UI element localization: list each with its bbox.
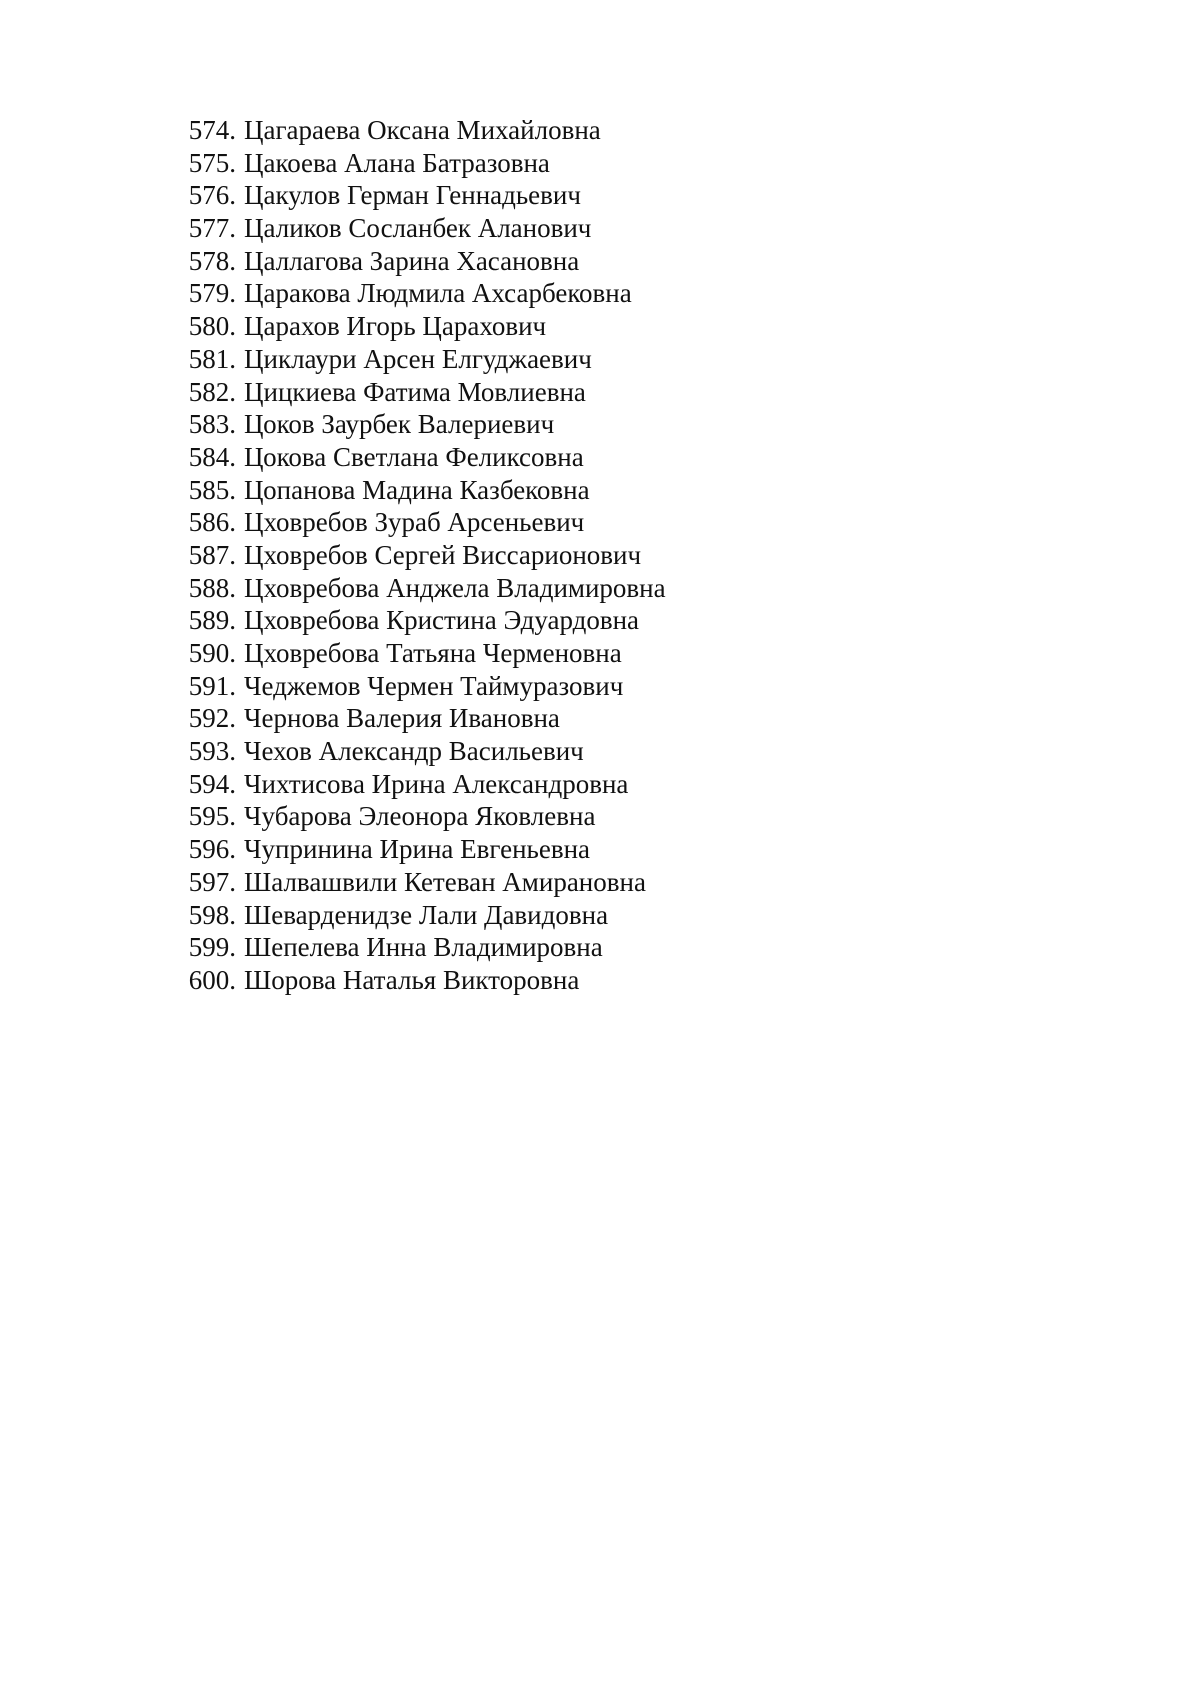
item-name: Цицкиева Фатима Мовлиевна	[244, 376, 586, 407]
list-item	[180, 768, 666, 801]
item-number: 575.	[188, 147, 236, 178]
item-number: 585.	[188, 474, 236, 505]
item-number: 600.	[188, 964, 236, 995]
list-item	[180, 147, 666, 180]
item-name: Цаликов Сосланбек Аланович	[244, 213, 592, 244]
item-number: 596.	[188, 834, 236, 865]
item-name: Цакоева Алана Батразовна	[244, 147, 550, 178]
list-item	[180, 343, 666, 376]
list-item	[180, 735, 666, 768]
list-item	[180, 539, 666, 572]
list-item	[180, 441, 666, 474]
item-name: Шепелева Инна Владимировна	[244, 932, 603, 963]
list-item	[180, 866, 666, 899]
item-name: Царахов Игорь Царахович	[244, 311, 547, 342]
item-number: 595.	[188, 801, 236, 832]
list-item	[180, 245, 666, 278]
list-item	[180, 931, 666, 964]
item-name: Чехов Александр Васильевич	[244, 736, 584, 767]
item-name: Цакулов Герман Геннадьевич	[244, 180, 581, 211]
item-number: 587.	[188, 539, 236, 570]
item-name: Цховребова Анджела Владимировна	[244, 572, 666, 603]
list-item	[180, 376, 666, 409]
item-number: 586.	[188, 507, 236, 538]
item-number: 578.	[188, 245, 236, 276]
item-name: Цховребова Кристина Эдуардовна	[244, 605, 640, 636]
item-number: 589.	[188, 605, 236, 636]
item-name: Цховребов Зураб Арсеньевич	[244, 507, 585, 538]
item-number: 588.	[188, 572, 236, 603]
list-item	[180, 506, 666, 539]
item-number: 597.	[188, 866, 236, 897]
item-name: Шеварденидзе Лали Давидовна	[244, 899, 609, 930]
item-name: Царакова Людмила Ахсарбековна	[244, 278, 632, 309]
item-number: 583.	[188, 409, 236, 440]
item-name: Цопанова Мадина Казбековна	[244, 474, 590, 505]
list-item	[180, 637, 666, 670]
item-number: 599.	[188, 932, 236, 963]
item-name: Цховребова Татьяна Черменовна	[244, 638, 622, 668]
item-number: 581.	[188, 343, 236, 374]
item-name: Цаллагова Зарина Хасановна	[244, 245, 580, 276]
list-item	[180, 800, 666, 833]
list-item	[180, 179, 666, 212]
item-number: 576.	[188, 180, 236, 211]
item-name: Циклаури Арсен Елгуджаевич	[244, 343, 592, 374]
list-item	[180, 572, 666, 605]
item-number: 580.	[188, 311, 236, 342]
list-item	[180, 114, 666, 147]
item-name: Цоков Заурбек Валериевич	[244, 409, 555, 440]
list-item	[180, 702, 666, 735]
item-number: 579.	[188, 278, 236, 309]
item-number: 598.	[188, 899, 236, 930]
list-item	[180, 277, 666, 310]
item-number: 590.	[188, 638, 236, 668]
list-item	[180, 212, 666, 245]
item-number: 577.	[188, 213, 236, 244]
item-number: 592.	[188, 703, 236, 734]
item-name: Шорова Наталья Викторовна	[244, 964, 580, 995]
list-item	[180, 670, 666, 703]
item-number: 582.	[188, 376, 236, 407]
list-item	[180, 408, 666, 441]
item-name: Цокова Светлана Феликсовна	[244, 441, 584, 472]
list-item	[180, 474, 666, 507]
list-item	[180, 833, 666, 866]
item-number: 574.	[188, 115, 236, 145]
list-item	[180, 964, 666, 997]
item-name: Чернова Валерия Ивановна	[244, 703, 560, 734]
list-item	[180, 899, 666, 932]
item-number: 591.	[188, 670, 236, 701]
item-number: 584.	[188, 441, 236, 472]
item-name: Чубарова Элеонора Яковлевна	[244, 801, 596, 832]
name-list	[180, 114, 666, 997]
item-name: Чупринина Ирина Евгеньевна	[244, 834, 591, 865]
item-name: Чеджемов Чермен Таймуразович	[244, 670, 624, 701]
item-name: Цагараева Оксана Михайловна	[244, 115, 601, 145]
list-item	[180, 604, 666, 637]
item-name: Цховребов Сергей Виссарионович	[244, 539, 642, 570]
item-number: 594.	[188, 768, 236, 799]
item-name: Шалвашвили Кетеван Амирановна	[244, 866, 646, 897]
item-number: 593.	[188, 736, 236, 767]
item-name: Чихтисова Ирина Александровна	[244, 768, 629, 799]
list-item	[180, 310, 666, 343]
